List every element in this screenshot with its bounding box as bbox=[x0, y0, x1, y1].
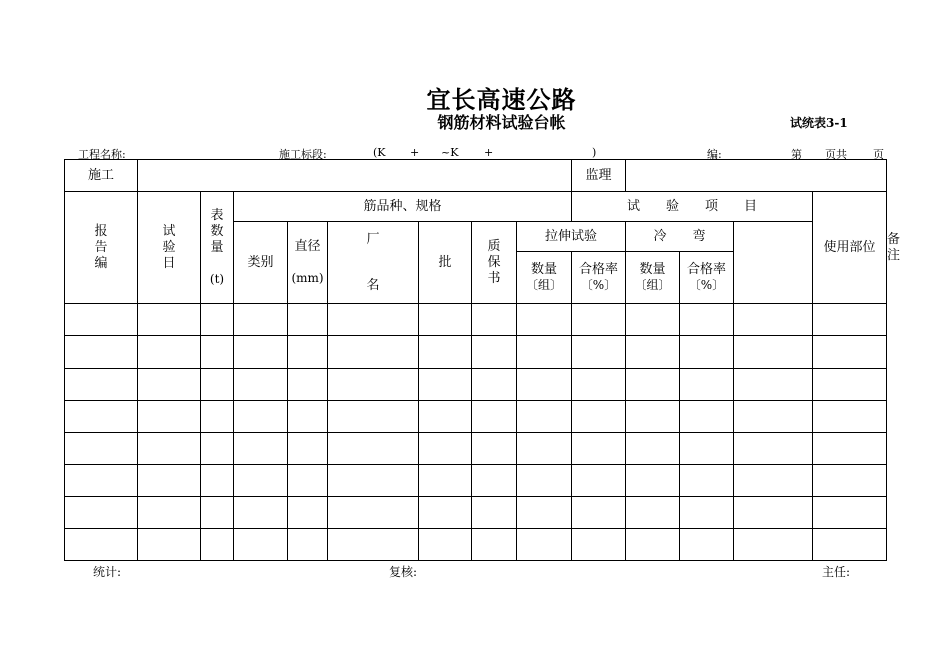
table-cell[interactable] bbox=[734, 432, 813, 464]
table-cell[interactable] bbox=[813, 496, 887, 528]
table-cell[interactable] bbox=[288, 336, 328, 368]
table-cell[interactable] bbox=[234, 432, 288, 464]
table-cell[interactable] bbox=[813, 336, 887, 368]
table-cell[interactable] bbox=[472, 464, 517, 496]
table-cell[interactable] bbox=[328, 464, 419, 496]
batch-header: 批 bbox=[419, 222, 472, 304]
table-cell[interactable] bbox=[288, 368, 328, 400]
table-cell[interactable] bbox=[734, 304, 813, 336]
tensile-test-header: 拉伸试验 bbox=[517, 222, 626, 252]
table-cell[interactable] bbox=[517, 368, 572, 400]
table-cell[interactable] bbox=[138, 496, 201, 528]
table-cell[interactable] bbox=[65, 400, 138, 432]
table-cell[interactable] bbox=[328, 304, 419, 336]
table-cell[interactable] bbox=[517, 496, 572, 528]
table-cell[interactable] bbox=[572, 528, 626, 560]
section-tilde-k: ~K bbox=[441, 146, 459, 159]
table-cell[interactable] bbox=[288, 304, 328, 336]
table-cell[interactable] bbox=[419, 496, 472, 528]
review-label: 复核: bbox=[389, 565, 418, 579]
table-cell[interactable] bbox=[234, 368, 288, 400]
table-cell[interactable] bbox=[234, 304, 288, 336]
usage-header: 使用部位 bbox=[813, 192, 887, 304]
spec-group-header: 筋品种、规格 bbox=[234, 192, 572, 222]
table-cell[interactable] bbox=[138, 432, 201, 464]
table-cell[interactable] bbox=[813, 368, 887, 400]
table-cell[interactable] bbox=[419, 432, 472, 464]
table-cell[interactable] bbox=[517, 528, 572, 560]
table-cell[interactable] bbox=[234, 496, 288, 528]
table-row bbox=[65, 304, 887, 336]
table-row bbox=[65, 400, 887, 432]
table-cell[interactable] bbox=[626, 496, 680, 528]
table-cell[interactable] bbox=[201, 304, 234, 336]
table-cell[interactable] bbox=[813, 400, 887, 432]
table-cell[interactable] bbox=[201, 336, 234, 368]
tensile-pass-rate-header: 合格率 〔%〕 bbox=[572, 252, 626, 304]
supervisor-label: 主任: bbox=[822, 565, 851, 579]
quantity-header: 表数量 (t) bbox=[201, 192, 234, 304]
table-cell[interactable] bbox=[138, 304, 201, 336]
tensile-count-header: 数量 〔组〕 bbox=[517, 252, 572, 304]
table-cell[interactable] bbox=[680, 400, 734, 432]
table-cell[interactable] bbox=[626, 400, 680, 432]
table-cell[interactable] bbox=[517, 304, 572, 336]
table-cell[interactable] bbox=[419, 400, 472, 432]
form-number: 试统表3-1 bbox=[790, 116, 848, 130]
table-row bbox=[65, 336, 887, 368]
table-cell[interactable] bbox=[328, 368, 419, 400]
table-row bbox=[65, 496, 887, 528]
table-cell[interactable] bbox=[572, 304, 626, 336]
table-cell[interactable] bbox=[680, 368, 734, 400]
table-cell[interactable] bbox=[201, 528, 234, 560]
table-cell[interactable] bbox=[734, 496, 813, 528]
section-close: ) bbox=[592, 146, 597, 159]
diameter-header: 直径 (mm) bbox=[288, 222, 328, 304]
table-cell[interactable] bbox=[680, 432, 734, 464]
table-cell[interactable] bbox=[288, 464, 328, 496]
document-title: 宜长高速公路 bbox=[426, 85, 577, 114]
table-cell[interactable] bbox=[680, 304, 734, 336]
table-cell[interactable] bbox=[572, 432, 626, 464]
table-cell[interactable] bbox=[234, 336, 288, 368]
table-cell[interactable] bbox=[472, 368, 517, 400]
table-cell[interactable] bbox=[813, 432, 887, 464]
table-cell[interactable] bbox=[813, 304, 887, 336]
table-cell[interactable] bbox=[65, 336, 138, 368]
section-label: 施工标段: bbox=[279, 148, 327, 161]
table-cell[interactable] bbox=[328, 496, 419, 528]
cold-bend-header: 冷 弯 bbox=[626, 222, 734, 252]
table-cell[interactable] bbox=[517, 464, 572, 496]
category-header: 类别 bbox=[234, 222, 288, 304]
table-cell[interactable] bbox=[472, 400, 517, 432]
factory-header: 厂 名 bbox=[328, 222, 419, 304]
table-cell[interactable] bbox=[419, 336, 472, 368]
header-row-1: 报告编 试验日 表数量 (t) 筋品种、规格 试 验 项 目 使用部位 备注 bbox=[65, 192, 887, 222]
table-cell[interactable] bbox=[626, 528, 680, 560]
table-cell[interactable] bbox=[288, 528, 328, 560]
table-cell[interactable] bbox=[472, 528, 517, 560]
table-cell[interactable] bbox=[65, 496, 138, 528]
table-cell[interactable] bbox=[201, 432, 234, 464]
table-cell[interactable] bbox=[328, 336, 419, 368]
table-cell[interactable] bbox=[572, 400, 626, 432]
table-cell[interactable] bbox=[572, 336, 626, 368]
header-row-construction bbox=[65, 160, 887, 192]
table-cell[interactable] bbox=[472, 336, 517, 368]
table-cell[interactable] bbox=[680, 528, 734, 560]
table-cell[interactable] bbox=[626, 464, 680, 496]
report-number-header: 报告编 bbox=[65, 192, 138, 304]
table-cell[interactable] bbox=[138, 400, 201, 432]
table-cell[interactable] bbox=[328, 528, 419, 560]
table-cell[interactable] bbox=[419, 304, 472, 336]
table-cell[interactable] bbox=[234, 400, 288, 432]
table-cell[interactable] bbox=[288, 496, 328, 528]
test-items-header: 试 验 项 目 bbox=[572, 192, 813, 222]
table-cell[interactable] bbox=[472, 304, 517, 336]
table-cell[interactable] bbox=[734, 368, 813, 400]
stats-label: 统计: bbox=[93, 565, 122, 579]
table-cell[interactable] bbox=[734, 464, 813, 496]
construction-value[interactable] bbox=[138, 160, 572, 192]
table-cell[interactable] bbox=[201, 400, 234, 432]
table-cell[interactable] bbox=[680, 464, 734, 496]
table-cell[interactable] bbox=[626, 368, 680, 400]
table-cell[interactable] bbox=[328, 400, 419, 432]
table-cell[interactable] bbox=[65, 528, 138, 560]
supervision-value[interactable] bbox=[626, 160, 887, 192]
table-cell[interactable] bbox=[572, 496, 626, 528]
table-cell[interactable] bbox=[201, 496, 234, 528]
table-cell[interactable] bbox=[234, 464, 288, 496]
table-cell[interactable] bbox=[201, 368, 234, 400]
project-name-label: 工程名称: bbox=[78, 148, 126, 161]
table-cell[interactable] bbox=[419, 464, 472, 496]
table-cell[interactable] bbox=[517, 336, 572, 368]
bend-count-header: 数量 〔组〕 bbox=[626, 252, 680, 304]
table-cell[interactable] bbox=[288, 432, 328, 464]
table-cell[interactable] bbox=[734, 336, 813, 368]
table-cell[interactable] bbox=[734, 400, 813, 432]
bend-pass-rate-header: 合格率 〔%〕 bbox=[680, 252, 734, 304]
quality-cert-header: 质保书 bbox=[472, 222, 517, 304]
table-row bbox=[65, 432, 887, 464]
table-cell[interactable] bbox=[234, 528, 288, 560]
table-cell[interactable] bbox=[138, 464, 201, 496]
table-cell[interactable] bbox=[626, 304, 680, 336]
table-cell[interactable] bbox=[138, 368, 201, 400]
data-rows bbox=[65, 304, 887, 561]
table-row bbox=[65, 368, 887, 400]
table-cell[interactable] bbox=[734, 528, 813, 560]
construction-label: 施工 bbox=[65, 160, 138, 192]
table-row bbox=[65, 528, 887, 560]
table-cell[interactable] bbox=[138, 528, 201, 560]
table-cell[interactable] bbox=[419, 528, 472, 560]
table-row bbox=[65, 464, 887, 496]
document-subtitle: 钢筋材料试验台帐 bbox=[437, 113, 566, 132]
table-cell[interactable] bbox=[65, 464, 138, 496]
table-cell[interactable] bbox=[138, 336, 201, 368]
table-cell[interactable] bbox=[472, 496, 517, 528]
page-total-label: 页共 bbox=[825, 148, 847, 161]
steel-test-ledger-table bbox=[64, 159, 901, 561]
table-cell[interactable] bbox=[65, 304, 138, 336]
table-cell[interactable] bbox=[680, 336, 734, 368]
table-cell[interactable] bbox=[419, 368, 472, 400]
page-end-label: 页 bbox=[873, 148, 884, 161]
table-cell[interactable] bbox=[626, 336, 680, 368]
table-cell[interactable] bbox=[472, 432, 517, 464]
table-cell[interactable] bbox=[517, 400, 572, 432]
table-cell[interactable] bbox=[201, 464, 234, 496]
table-cell[interactable] bbox=[65, 368, 138, 400]
test-date-header: 试验日 bbox=[138, 192, 201, 304]
table-cell[interactable] bbox=[680, 496, 734, 528]
table-cell[interactable] bbox=[572, 464, 626, 496]
section-plus-1: + bbox=[410, 146, 420, 159]
table-cell[interactable] bbox=[517, 432, 572, 464]
serial-label: 编: bbox=[707, 148, 722, 161]
table-cell[interactable] bbox=[328, 432, 419, 464]
page-number-label: 第 bbox=[791, 148, 802, 161]
table-cell[interactable] bbox=[572, 368, 626, 400]
supervision-label: 监理 bbox=[572, 160, 626, 192]
table-cell[interactable] bbox=[813, 464, 887, 496]
table-cell[interactable] bbox=[288, 400, 328, 432]
table-cell[interactable] bbox=[813, 528, 887, 560]
table-cell[interactable] bbox=[65, 432, 138, 464]
section-open: (K bbox=[373, 146, 386, 159]
table-cell[interactable] bbox=[626, 432, 680, 464]
section-plus-2: + bbox=[484, 146, 494, 159]
